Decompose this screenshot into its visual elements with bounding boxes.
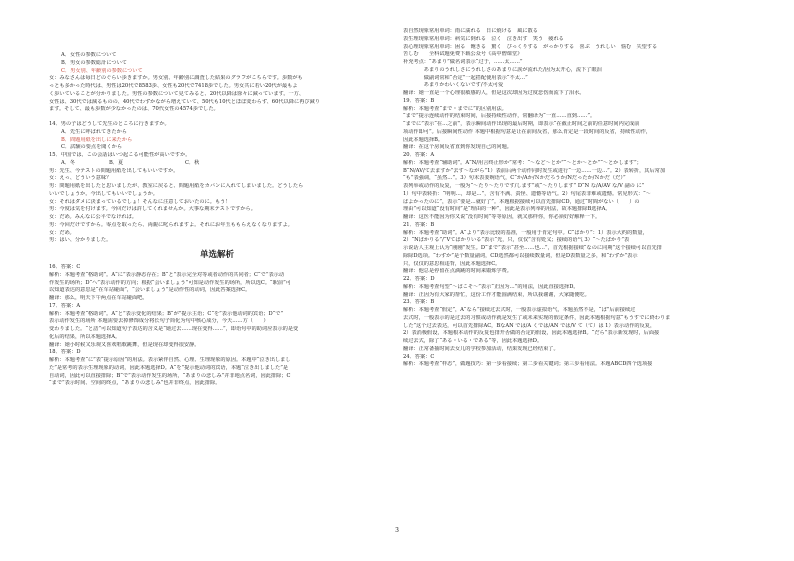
transcript-line: く歩いていることが分かりました。男性の参数について見てみると、20代以降は徐々に減っています。一方、	[49, 90, 305, 97]
explanation-line: “も”表强调，“虽然…”。3）句末表委婉语气，C“か/Aか/Ｎかだろうか/Nだったか/Ｎかだ（だ）”	[403, 175, 626, 182]
explanation-line: 解析：本题考查句型“～ばこそ～”表示“正因为…”的用法，因此直接选择D。	[403, 283, 579, 290]
option-item: A．女性の参数について	[61, 52, 117, 58]
answer-line: 以知道表达的意思是“在车站碰面”，“会いましょう”是动作性的动词，因此答案选择C。	[49, 287, 251, 294]
answer-line: 表示动作发生的场所 本题需要去掉修饰成分将长句子简化为句中核心成分，今天……方（ ）	[49, 318, 269, 325]
explanation-line: 除除D选项。“わずか”是个数量副词，CD选然都可以接续数量词，但是D表数量之多，和“わずか”表示	[403, 252, 638, 259]
explanation-line: 只，仅仅的意思相违背，因此本题选择C。	[403, 260, 501, 267]
section-title: 单选解析	[199, 250, 234, 260]
answer-line: 作发生的场所；D“へ”表示动作的方向；根据“会いましょう”可知是动作发生的场所，所以选C。“駅前”可	[49, 279, 291, 286]
explanation-line: 示说话人主观上认为“刚刚”发生。D“まで”表示“甚至……也…”，首先根据接续“なのに同期”这个接续可以首先排	[403, 245, 662, 251]
dialogue-line: いいでしょうか。今出してもいいでしょうか。	[49, 190, 158, 197]
answer-line: 化后的结果，所以本题选择A。	[49, 333, 121, 340]
page-number: 3	[395, 527, 399, 534]
explanation-line: 翻译：这医不能因为你又说“没有时间”等等原因，就又那样你，你必须好好解释一下。	[403, 214, 601, 220]
explanation-line: 苦しむ 全科试题免费下载公众号《高中僧课堂》	[403, 51, 523, 58]
answer-line: 16．答案：C	[49, 264, 81, 270]
explanation-line: ばよかったのに”，表示“要是…就好了”。本题根据接续可以首先排除CD，通过“时間がない（ ）の	[403, 198, 640, 205]
right-column-text	[403, 28, 745, 369]
q14-options	[49, 129, 385, 152]
explanation-line: 表列举或动作的反复，一般为“～たり～たりです/します”或“～たりします” D“N な/A/AV な/V 副の に”	[403, 183, 645, 189]
explanation-line: 解析：本题考查“助词”。A“より”表示比较的基准，一般用于肯定句中。C“ばかり”：1）表示大约的数量，	[403, 229, 648, 236]
dialogue-line: 女：だめ。みんなに公平でなければ。	[49, 214, 137, 220]
dialogue-line: 男：問題用紙を出したと思いましたが、教室に戻ると、問題用紙をカバンに入れてしまいました。どうしたら	[49, 183, 304, 189]
explanation-line: 2）表消极假设，本题根本动作的反复也排开否做的否定的假设，因此本题选择B。“だら”表示新发现时，后面接	[403, 330, 660, 337]
explanation-line: 19．答案：B	[403, 97, 435, 104]
explanation-line: 翻译：在这个房间反省直到你发现自己的问题。	[403, 144, 512, 151]
answer-line: 解析：本题考查“に”表“提示原因”的用法。表示紧伴自然、心理、生理现象的原因。本题中“泣き出しまし	[49, 357, 291, 363]
explanation-line: 去式时，一般表示的是过去的习惯或动作就是发生了或未来实现的假定条件，因此本题根据句意“もうすでに終わりま	[403, 314, 671, 321]
answer-line: 翻译：那么，明天下午两点在车站碰面吧。	[49, 295, 148, 301]
dialogue-line: 男：先生、今テストの問題用紙を出してもいいですか。	[49, 167, 179, 174]
explanation-line: 续过去式，除了“ある・いる・である”等，因此本题选择D。	[403, 338, 543, 344]
explanation-line: 解析：本题考查“假定”，A“なら”接续过去式时，一般表示虚拟语气，本题虽然不是，“ば”后前接续过	[403, 307, 636, 313]
explanation-line: 补充考点：“あまり”做名词表示“过于，……太……”	[403, 59, 523, 65]
option-item: B．男女の参数総計について	[61, 59, 127, 66]
option-item: C．試験の要点を聞くから	[61, 144, 123, 151]
answer-line: 变わりました。“と詰”可以知道句子表达的含义是“她过去……现在变得……”，即语句中的助词应表示的是变	[49, 326, 299, 332]
transcript-line: ます。そして、最も歩数が少なかったのは、70代女性の4574歩でした。	[49, 106, 219, 113]
explanation-line: 表自然现象常用单词：雨に濡れる 日に焼ける 風に散る	[403, 28, 538, 34]
explanation-line: 翻译：正常备抽时间去女儿的学校参加活动，结果发现已经结束了。	[403, 345, 559, 352]
explanation-line: 理由”可以知道“没有时间”是“理由的一种”，因此是表示列举的用法，故本题排除B选择A。	[403, 206, 611, 213]
q13-transcript	[49, 75, 385, 114]
transcript-line: っとも多かった時代は、男性は20代で8583歩、女性も20代で7418歩でした。男女共に若い20代が最もよ	[49, 83, 298, 89]
explanation-line: あまりのうれしさにうれしさのあまりに涙が流れた/因为太开心，流下了眼泪	[403, 66, 602, 73]
q15-option-b: B．夏	[109, 159, 124, 166]
explanation-line: 24．答案：C	[403, 353, 435, 360]
explanation-line: 因此本题选择B。	[403, 136, 444, 143]
left-column	[49, 52, 385, 504]
dialogue-line: 男：今回だけですから。零点を取ったら、両親に叱られますよ。それにお年玉ももらえなくなりますよ。	[49, 221, 293, 228]
answer-line: 解析：本题考查“格助词”。A“と”表示变化的结果；B“が”提示主语；C“を”表示他动词的宾语；D“で”	[49, 310, 284, 317]
explanation-line: 翻译：正因为有大家的帮忙，这份工作才能圆满结束，所以我谢谢，大家随便吃。	[403, 291, 590, 298]
q15-option-c: C．秋	[185, 159, 200, 166]
q15-options	[49, 160, 385, 168]
explanation-line: 1）句中表转折：“明明…，却是…”，含有不满、责怪、遗憾等语气。2）句尾表非难或遗憾。常见形式：“～	[403, 190, 651, 197]
q15-question: 15．中国では、この会話はいつ起こる可能性が高いですか。	[49, 152, 191, 158]
dialogue-line: 男：はい、分かりました。	[49, 237, 112, 244]
transcript-line: 女：みなさんは毎日どのぐらい歩きますか。男女別、年齢別に調査した結果のグラフがこちらです。歩数がも	[49, 75, 303, 82]
transcript-line: 女性は、30代では減るものの、40代でわずかながら増えていて、50代も10代とほぼ変わらず、60代以降に再び減り	[49, 98, 320, 105]
explanation-line: 解析：本题考查“まで・までに”的区别用法。	[403, 105, 507, 112]
dialogue-line: 女：えっ、どういう意味？	[49, 175, 112, 182]
answer-explanations	[49, 264, 385, 388]
q13-options	[49, 52, 385, 75]
right-column	[403, 28, 745, 488]
answer-line: 18．答案：D	[49, 349, 81, 356]
explanation-line: “までに”表示“在…之前”，表示瞬间动作出现的最后时期，即表示“在截止时间之前的任意时间内完成前	[403, 121, 640, 127]
explanation-line: した”这个过去表达，可以首先排除AC，BなAN では/A くでは/AN では/V て（て）は 1）表示动作的反复，	[403, 322, 656, 329]
explanation-line: 20．答案：A	[403, 152, 435, 158]
explanation-line: “まで”提示连续动作的结束时间，后接持续性动作，常翻译为“一直……直到……”。	[403, 113, 596, 120]
explanation-line: 23．答案：B	[403, 299, 435, 306]
answer-line: 解析：本题考查“格助词”。A“に”表示静态存在；B“と”表示完全对等或者动作的共同者；C“で”表示动	[49, 271, 285, 278]
explanation-line: 22．答案：D	[403, 276, 435, 282]
option-item: B．問題用紙を出しに来たから	[61, 136, 133, 143]
q14-question: 14．男の子はどうして先生のところに行きますか。	[49, 121, 170, 127]
dialogue-line: 女：それはダメに決まっているでしょ！そんなに注意しておいたのに。もう！	[49, 198, 231, 205]
explanation-line: 表心理现象常用单词：困る 飽きる 驚く びっくりする がっかりする 喜ぶ うれしい 悩む 失望する	[403, 43, 658, 50]
answer-line: 翻译：她小时候又乐观又喜欢唱歌跳舞，但是现在却变得很安静。	[49, 341, 200, 348]
explanation-line: 解析：本题考查“辅助词”。A“N/用言终止形か”常考：“～など～とか”“～とか～とか”“～とかします”；	[403, 159, 642, 166]
dialogue-line: 男：今度は気を付けます。今回だけは許してくれませんか。大事な期末テストですから。	[49, 206, 256, 213]
dialogue-line: 女：だめ。	[49, 229, 75, 236]
explanation-line: 解析：本题考查“样态”，做题技巧：第一步看接续；第二步看关键词；第三步看用法。本题ABCD四个选项接	[403, 361, 653, 368]
option-item: A．先生に呼ばれてきたから	[61, 128, 127, 135]
answer-line: 17．答案：A	[49, 302, 81, 309]
explanation-line: 21．答案：B	[403, 221, 435, 228]
explanation-line: 表生理现象常用单词：病気に倒れる 泣く 泣き出す 笑う 疲れる	[403, 35, 564, 42]
option-item: C．男女別、年齢別の参数について	[61, 67, 143, 74]
explanation-line: B“N/AV/て去ますか”去す～ながら”1）表前后两个动作同时发生或进行“一边……一边…”。2）表转折，其后常加	[403, 167, 666, 174]
explanation-line: 翻译：她一直是一个心理很敏感的人，但是这次却因为过度悲伤而流下了泪水。	[403, 90, 585, 96]
q15-option-a: A．冬	[61, 159, 76, 166]
answer-line: “まで”表示时间、空间的终点，“あまりの悲しみ”也并非终点，因此排除。	[49, 380, 221, 387]
explanation-line: 2）“Nばかりる”/“Vてばかりいる”表示“光，只，仅仅”含有贬义；接续的语气 3）“～たばかり”表	[403, 237, 630, 244]
dialogue-transcript	[49, 168, 385, 246]
answer-line: 自动词，因此可以直接排除；B“で”表示动作发生的场所，“あまりの悲しみ”并非地点名词，因此排除；C	[49, 372, 291, 379]
explanation-line: あまりかわいくないです/不太可爱	[403, 82, 504, 89]
explanation-line: 做副词常和“否定”一起搭配使用表示“不太…”	[403, 74, 528, 81]
explanation-line: 项动作即可”。后接瞬间性动作 本题中根据句意是让在前间反省，那么肯定是一段时间的反省，持续性动作，	[403, 128, 652, 135]
explanation-line: 翻译：他总是停留在点滴跳的时间来锻炼学费。	[403, 268, 512, 275]
answer-line: た”是常考的表示生理现象的动词，因此本题选择D。A“を”提示他动词的宾语，本题“泣き出しました”是	[49, 364, 289, 371]
